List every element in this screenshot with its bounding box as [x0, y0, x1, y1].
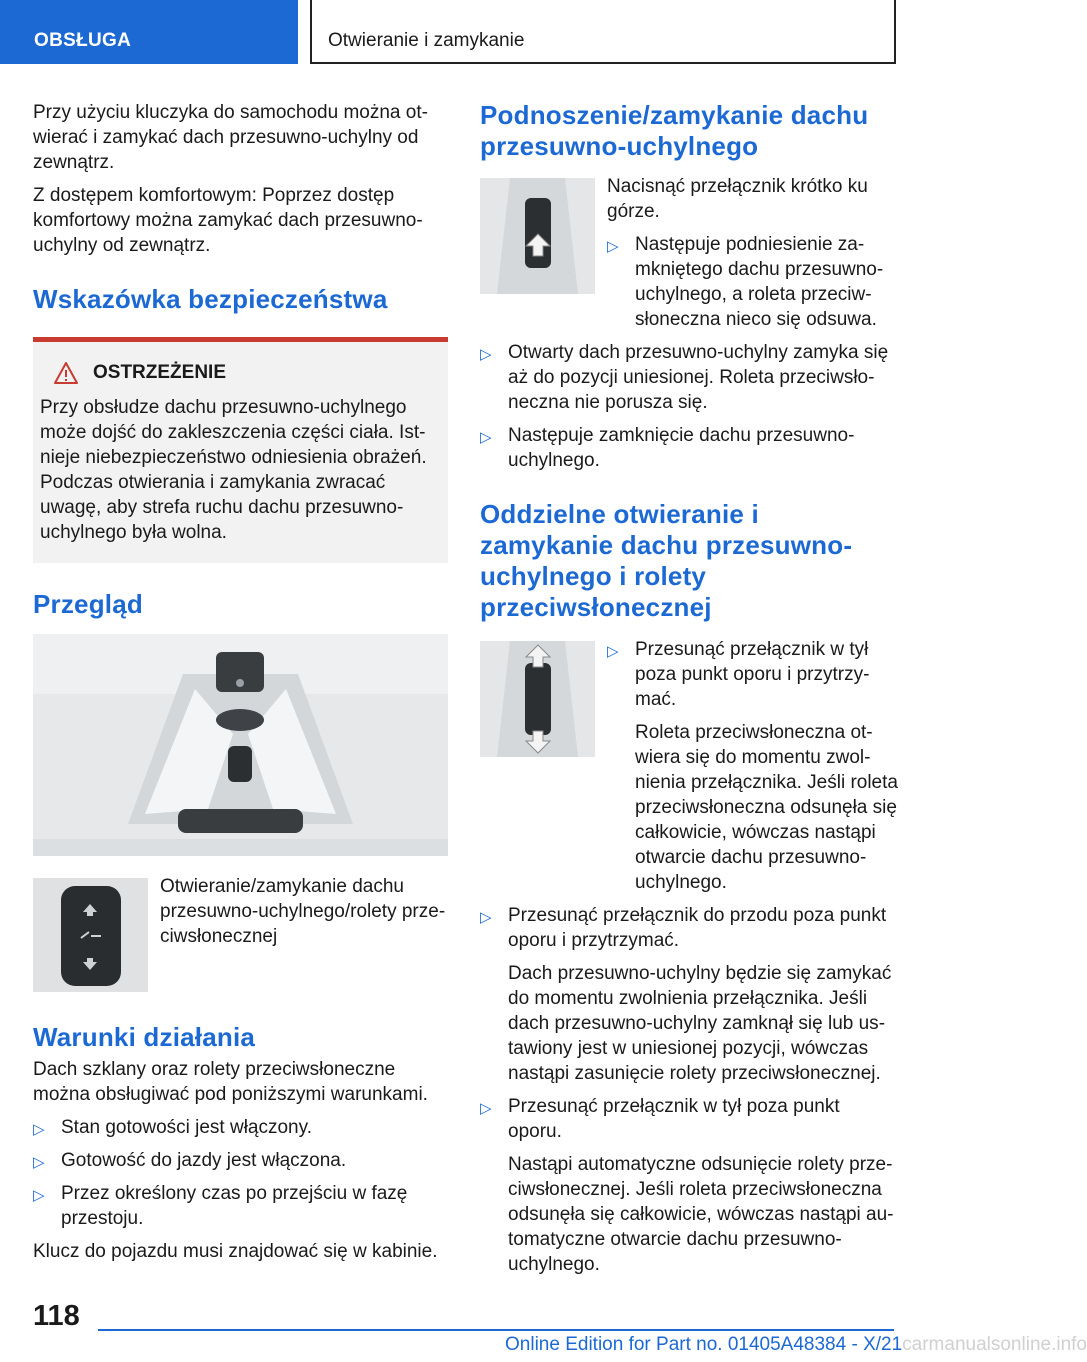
- switch-up-illustration: [480, 178, 595, 294]
- bullet-triangle-icon: ▷: [480, 1100, 492, 1117]
- bullet-triangle-icon: ▷: [480, 346, 492, 363]
- footer-rule: [98, 1329, 894, 1331]
- raise-text: Następuje zamknięcie dachu przesuwno-uchylnego.: [508, 425, 855, 471]
- bullet-triangle-icon: ▷: [480, 429, 492, 446]
- watermark-link[interactable]: carmanualsonline.info: [902, 1334, 1087, 1355]
- separate-bullet: [480, 1094, 898, 1144]
- bullet-triangle-icon: ▷: [480, 909, 492, 926]
- switch-image: [33, 878, 148, 992]
- separate-heading: Oddzielne otwieranie i zamykanie dachu przesuwno-uchylnego i rolety przeciwsłonecznej: [480, 499, 853, 622]
- separate-result: Nastąpi automatyczne odsunięcie rolety przeciwsłonecznej. Jeśli roleta przeciwsłoneczna odsunęła się całkowicie, wówczas nastąpi automatyczne otwarcie dachu przesuwno-uchylnego.: [508, 1154, 894, 1275]
- raise-bullet: [480, 423, 898, 473]
- separate-text: Przesunąć przełącznik w tył poza punkt oporu i przytrzymać.: [635, 639, 870, 710]
- switch-figure-row: [33, 878, 448, 992]
- raise-figure-row: [480, 178, 898, 332]
- switch-updown-illustration: [480, 641, 595, 757]
- roof-console-illustration: [33, 634, 448, 856]
- warning-triangle-icon: [53, 361, 79, 385]
- conditions-intro: Dach szklany oraz rolety przeciwsłoneczne można obsługiwać pod poniższymi warunkami.: [33, 1059, 428, 1105]
- separate-steps: [607, 637, 898, 895]
- warning-title: OSTRZEŻENIE: [93, 362, 227, 383]
- separate-result: Dach przesuwno-uchylny będzie się zamykać do momentu zwolnienia przełącznika. Jeśli dach przesuwno-uchylny zamknął się lub ustawiony jest w uniesionej pozycji, wówczas nastąpi zasunięcie rolety przeciwsłonecznej.: [508, 963, 892, 1084]
- separate-bullet: [607, 637, 898, 712]
- bullet-triangle-icon: ▷: [33, 1187, 45, 1204]
- left-column: [33, 100, 448, 1264]
- warning-box: [33, 342, 448, 563]
- raise-text: Otwarty dach przesuwno-uchylny zamyka się aż do pozycji uniesionej. Roleta przeciwsłoneczna nie porusza się.: [508, 342, 889, 413]
- bullet-triangle-icon: ▷: [607, 643, 619, 660]
- condition-item: [33, 1181, 448, 1231]
- condition-text: Stan gotowości jest włączony.: [61, 1117, 312, 1138]
- switch-caption: Otwieranie/zamykanie dachu przesuwno-uchylnego/rolety przeciwsłonecznej: [160, 876, 446, 947]
- raise-heading: Podnoszenie/zamykanie dachu przesuwno-uchylnego: [480, 100, 869, 161]
- warning-title-row: [53, 360, 448, 385]
- raise-bullet: [607, 232, 898, 332]
- separate-result: Roleta przeciwsłoneczna otwiera się do momentu zwolnienia przełącznika. Jeśli roleta przeciwsłoneczna odsunęła się całkowicie, wówczas nastąpi otwarcie dachu przesuwno-uchylnego.: [635, 722, 898, 893]
- footer-edition-line: [505, 1334, 1087, 1356]
- page-number: 118: [33, 1300, 80, 1332]
- bullet-triangle-icon: ▷: [33, 1121, 45, 1138]
- roof-console-image: [33, 634, 448, 856]
- raise-bullet: [480, 340, 898, 415]
- separate-figure-row: [480, 641, 898, 895]
- key-note: Klucz do pojazdu musi znajdować się w kabinie.: [33, 1241, 438, 1262]
- separate-switch-image: [480, 641, 595, 757]
- condition-text: Przez określony czas po przejściu w fazę przestoju.: [61, 1183, 408, 1229]
- separate-text: Przesunąć przełącznik w tył poza punkt oporu.: [508, 1096, 840, 1142]
- section-tab: OBSŁUGA: [0, 0, 298, 64]
- separate-bullet: [480, 903, 898, 953]
- intro-paragraph-1: Przy użyciu kluczyka do samochodu można otwierać i zamykać dach przesuwno-uchylny od zewnątrz.: [33, 102, 428, 173]
- intro-paragraph-2: Z dostępem komfortowym: Poprzez dostęp komfortowy można zamykać dach przesuwno-uchylny od zewnątrz.: [33, 185, 423, 256]
- overview-heading: Przegląd: [33, 589, 143, 619]
- condition-item: [33, 1115, 448, 1140]
- conditions-heading: Warunki działania: [33, 1022, 256, 1052]
- safety-heading: Wskazówka bezpieczeństwa: [33, 284, 388, 314]
- condition-text: Gotowość do jazdy jest włączona.: [61, 1150, 347, 1171]
- edition-text: Online Edition for Part no. 01405A48384 - X/21: [505, 1334, 903, 1355]
- bullet-triangle-icon: ▷: [33, 1154, 45, 1171]
- condition-item: [33, 1148, 448, 1173]
- raise-switch-image: [480, 178, 595, 294]
- roof-switch-illustration: [33, 878, 148, 992]
- bullet-triangle-icon: ▷: [607, 238, 619, 255]
- raise-steps: [607, 174, 898, 332]
- raise-result: Następuje podniesienie zamkniętego dachu przesuwno-uchylnego, a roleta przeciwsłoneczna nieco się odsuwa.: [635, 234, 884, 330]
- right-column: [480, 100, 898, 1277]
- separate-text: Przesunąć przełącznik do przodu poza punkt oporu i przytrzymać.: [508, 905, 887, 951]
- raise-intro: Nacisnąć przełącznik krótko ku górze.: [607, 176, 868, 222]
- chapter-title: Otwieranie i zamykanie: [310, 0, 896, 64]
- warning-text: Przy obsłudze dachu przesuwno-uchylnego może dojść do zakleszczenia części ciała. Istnieje niebezpieczeństwo odniesienia obrażeń. Podczas otwierania i zamykania zwracać uwagę, aby strefa ruchu dachu przesuwno-uchylnego była wolna.: [40, 397, 427, 543]
